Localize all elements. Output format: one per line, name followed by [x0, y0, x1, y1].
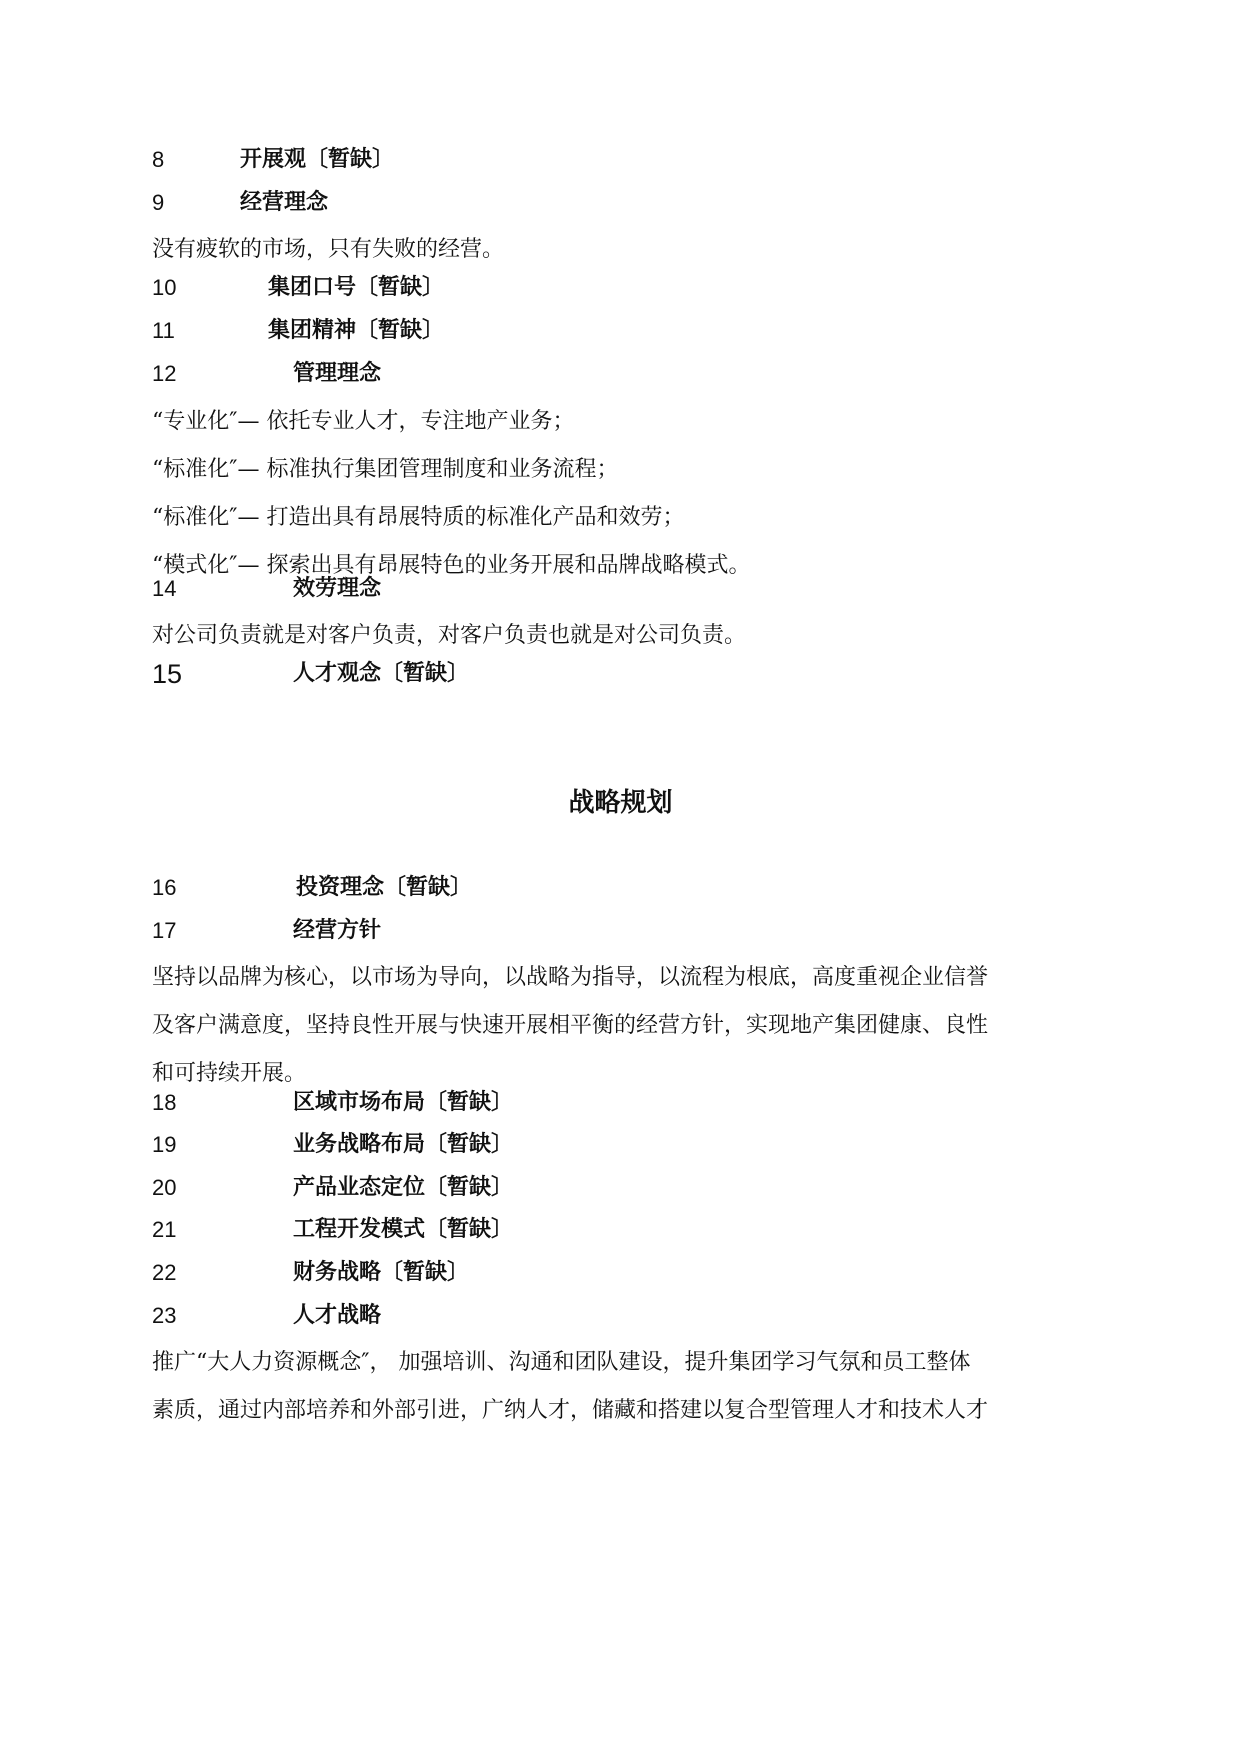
paragraph-line: 素质，通过内部培养和外部引进，广纳人才，储藏和搭建以复合型管理人才和技术人才 [152, 1398, 989, 1423]
heading-number: 18 [152, 1090, 177, 1115]
heading-number: 14 [152, 576, 177, 601]
heading-title: 人才观念〔暂缺〕 [293, 661, 470, 686]
heading-number: 12 [152, 361, 177, 386]
heading-title: 集团口号〔暂缺〕 [268, 275, 445, 300]
heading-number: 8 [152, 147, 165, 172]
heading-number: 16 [152, 875, 177, 900]
heading-number: 20 [152, 1175, 177, 1200]
heading-number: 9 [152, 190, 165, 215]
heading-number: 10 [152, 275, 177, 300]
paragraph-rencai [152, 1339, 988, 1435]
heading-title: 业务战略布局〔暂缺〕 [293, 1132, 514, 1157]
heading-number: 23 [152, 1303, 177, 1328]
heading-title: 效劳理念 [293, 576, 382, 601]
paragraph-guanli [152, 398, 750, 590]
heading-number: 17 [152, 918, 177, 943]
heading-title: 人才战略 [293, 1303, 382, 1328]
heading-number: 21 [152, 1217, 177, 1242]
paragraph-line: 没有疲软的市场，只有失败的经营。 [152, 237, 505, 262]
heading-title: 开展观〔暂缺〕 [240, 147, 395, 172]
section-title: 战略规划 [568, 788, 673, 818]
paragraph-line: “标准化″— 标准执行集团管理制度和业务流程； [152, 457, 619, 482]
paragraph-jingying [152, 226, 504, 274]
paragraph-fangzhen [152, 954, 988, 1098]
heading-title: 财务战略〔暂缺〕 [293, 1260, 470, 1285]
heading-title: 经营方针 [293, 918, 382, 943]
heading-number: 11 [152, 318, 175, 343]
heading-number: 15 [152, 659, 183, 689]
heading-title: 集团精神〔暂缺〕 [268, 318, 445, 343]
paragraph-line: “专业化″— 依托专业人才，专注地产业务； [152, 409, 575, 434]
paragraph-line: 和可持续开展。 [152, 1061, 307, 1086]
heading-title: 工程开发模式〔暂缺〕 [293, 1217, 514, 1242]
heading-title: 区域市场布局〔暂缺〕 [293, 1090, 514, 1115]
paragraph-line: 推广“大人力资源概念″， 加强培训、沟通和团队建设，提升集团学习气氛和员工整体 [152, 1350, 971, 1375]
heading-title: 管理理念 [293, 361, 382, 386]
heading-title: 投资理念〔暂缺〕 [296, 875, 473, 900]
heading-number: 19 [152, 1132, 177, 1157]
paragraph-xiaolao [152, 612, 746, 660]
heading-title: 经营理念 [240, 190, 329, 215]
paragraph-line: “标准化″— 打造出具有昂展特质的标准化产品和效劳； [152, 505, 685, 530]
heading-number: 22 [152, 1260, 177, 1285]
paragraph-line: 对公司负责就是对客户负责，对客户负责也就是对公司负责。 [152, 623, 747, 648]
paragraph-line: 及客户满意度，坚持良性开展与快速开展相平衡的经营方针，实现地产集团健康、良性 [152, 1013, 989, 1038]
paragraph-line: 坚持以品牌为核心，以市场为导向，以战略为指导，以流程为根底，高度重视企业信誉 [152, 965, 989, 990]
heading-title: 产品业态定位〔暂缺〕 [293, 1175, 514, 1200]
paragraph-line: “模式化″— 探索出具有昂展特色的业务开展和品牌战略模式。 [152, 553, 751, 578]
